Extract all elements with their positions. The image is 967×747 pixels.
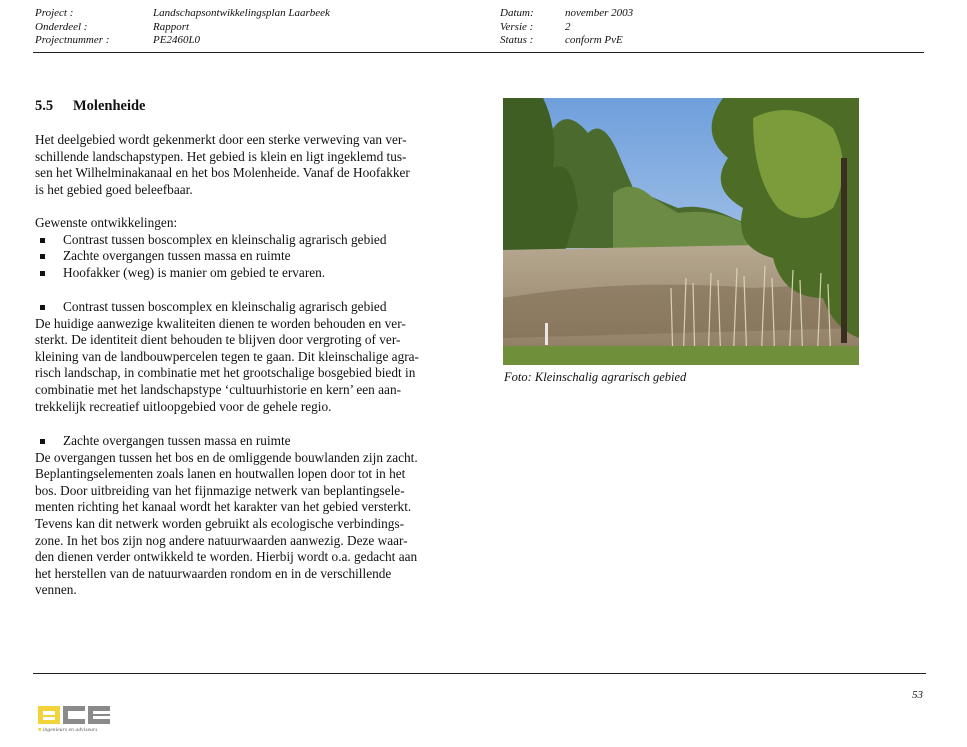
- ace-logo: [38, 703, 118, 739]
- header-values: [153, 7, 330, 48]
- text-line: den dienen verder ontwikkeld te worden. Hierbij wordt o.a. gedacht aan: [35, 549, 418, 565]
- block-bullet: Zachte overgangen tussen massa en ruimte: [35, 433, 475, 450]
- text-line: De huidige aanwezige kwaliteiten dienen te worden behouden en ver-: [35, 315, 406, 331]
- header-divider: [33, 52, 924, 53]
- value-versie: 2: [565, 20, 571, 33]
- landscape-photo: [503, 98, 859, 365]
- text-line: combinatie met het landschapstype ‘cultuurhistorie en kern’ een aan-: [35, 381, 402, 397]
- section-title: Molenheide: [73, 98, 146, 114]
- text-line: sen het Wilhelminakanaal en het bos Molenheide. Vanaf de Hoofakker: [35, 165, 410, 181]
- header-labels: [35, 7, 109, 48]
- block-overgangen: [35, 433, 475, 599]
- block-bullet: Contrast tussen boscomplex en kleinschalig agrarisch gebied: [35, 299, 475, 316]
- value-datum: november 2003: [565, 7, 634, 19]
- value-projectnummer: PE2460L0: [153, 34, 201, 46]
- text-line: is het gebied goed beleefbaar.: [35, 181, 193, 197]
- label-datum: Datum:: [500, 7, 534, 19]
- value-status: conform PvE: [565, 34, 623, 46]
- text-line: menten richting het kanaal wordt het karakter van het gebied versterkt.: [35, 499, 412, 515]
- header-right-labels: [500, 7, 534, 48]
- value-onderdeel: Rapport: [153, 20, 190, 33]
- photo-caption: Foto: Kleinschalig agrarisch gebied: [504, 370, 687, 384]
- section-heading: [35, 98, 146, 115]
- footer-divider: [33, 673, 926, 674]
- text-line: vennen.: [35, 582, 77, 598]
- logo-tagline-text: ingenieurs en adviseurs: [42, 727, 98, 733]
- label-project: Project :: [35, 7, 74, 19]
- text-line: De overgangen tussen het bos en de omliggende bouwlanden zijn zacht.: [35, 449, 418, 465]
- text-line: bos. Door uitbreiding van het fijnmazige netwerk van beplantingsele-: [35, 482, 405, 498]
- text-line: zone. In het bos zijn nog andere natuurwaarden aanwezig. Deze waar-: [35, 532, 408, 548]
- label-status: Status :: [500, 34, 534, 46]
- text-line: schillende landschapstypen. Het gebied is klein en ligt ingeklemd tus-: [35, 148, 407, 164]
- text-line: Tevens kan dit netwerk worden gebruikt als ecologische verbindings-: [35, 515, 405, 531]
- section-number: 5.5: [35, 98, 54, 114]
- list-item: Contrast tussen boscomplex en kleinschalig agrarisch gebied: [35, 232, 475, 249]
- label-projectnummer: Projectnummer :: [35, 34, 110, 46]
- label-versie: Versie :: [500, 20, 534, 33]
- text-line: Het deelgebied wordt gekenmerkt door een sterke verweving van ver-: [35, 132, 407, 147]
- text-line: het herstellen van de natuurwaarden rondom en in de verschillende: [35, 565, 392, 581]
- logo-accent-dot: ■: [38, 727, 42, 733]
- value-project: Landschapsontwikkelingsplan Laarbeek: [153, 7, 330, 19]
- header-right-values: [565, 7, 633, 48]
- list-item: Hoofakker (weg) is manier om gebied te ervaren.: [35, 265, 475, 282]
- intro-paragraph: [35, 132, 475, 198]
- text-line: sterkt. De identiteit dient behouden te blijven door vergroting of ver-: [35, 332, 401, 348]
- label-onderdeel: Onderdeel :: [35, 20, 88, 33]
- developments-list: [35, 215, 475, 281]
- text-line: kleining van de landbouwpercelen tegen te gaan. Dit kleinschalige agra-: [35, 348, 419, 364]
- text-line: Beplantingselementen zoals lanen en houtwallen lopen door tot in het: [35, 466, 406, 482]
- developments-label: Gewenste ontwikkelingen:: [35, 215, 178, 230]
- list-item: Zachte overgangen tussen massa en ruimte: [35, 248, 475, 265]
- logo-tagline: [38, 727, 97, 733]
- text-line: risch landschap, in combinatie met het grootschalige bosgebied biedt in: [35, 365, 416, 381]
- page-number: 53: [912, 689, 923, 701]
- block-contrast: [35, 299, 475, 415]
- text-line: trekkelijk recreatief uitloopgebied voor de gehele regio.: [35, 398, 332, 414]
